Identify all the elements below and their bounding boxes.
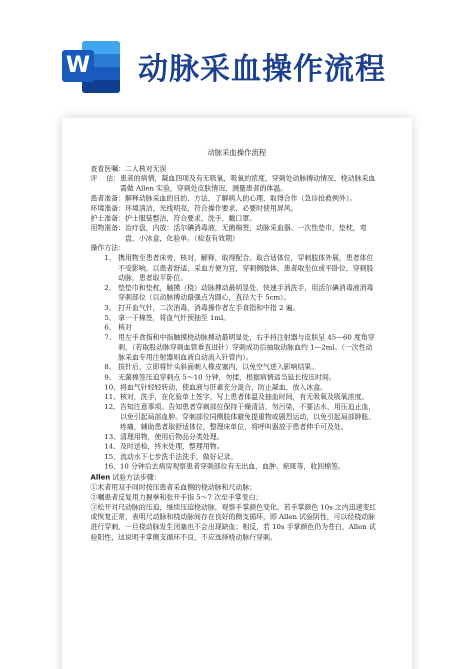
word-document-icon (62, 38, 122, 96)
step-item (104, 323, 378, 333)
step-text: 将血气针轻轻转动，使血液与肝素充分混合，防止凝血，放入冰盒。 (120, 382, 328, 392)
step-text: 拔针后，立即将针头斜面刺入橡皮塞内，以免空气进入影响结果。 (118, 362, 319, 372)
allen-step: ②嘱患者反复用力握拳和张开手指 5～7 次至手掌变白； (90, 492, 263, 502)
intro-label: 用物准备： (90, 223, 126, 233)
allen-heading (91, 473, 379, 483)
intro-section (91, 164, 379, 253)
intro-text: 治疗盘，内放：活尔碘消毒液，无菌棉签，动脉采血器、一次性垫巾，垫枕，弯盘，小冰盒，化验单。（检查有效期） (125, 223, 367, 243)
step-number: 1、 (104, 253, 116, 262)
step-item (104, 432, 378, 442)
intro-text: 二人核对无误 (125, 164, 167, 173)
allen-step: ①术者用双手同时按压患者采血侧的桡动脉和尺动脉； (90, 483, 257, 492)
step-text: 告知注意事项。告知患者穿刺部位保持干燥清洁，勿污染，不要沾水，用压迫止血，以免引起局部血肿。穿刺部位同侧肢体避免提重物或剧烈运动，以免引起局部肿胀、疼痛，辅助患者取舒适体位，整理床单位，将呼叫器放于患者伸手可及处。 (120, 402, 376, 431)
document-title: 动脉采血操作流程 (207, 147, 267, 157)
step-number: 16、 (104, 462, 121, 471)
intro-label: 护士准备： (90, 213, 126, 223)
step-text: 拿一干棉签，将血气针预抽至 1ml。 (118, 313, 231, 322)
step-item (104, 333, 378, 363)
intro-label: 环境准备： (90, 204, 126, 213)
intro-row (91, 223, 379, 243)
step-text: 10 分钟后去病房观察患者穿刺部位有无出血、血肿、瘀斑等，收回棉签。 (120, 462, 345, 471)
step-item (104, 362, 378, 372)
step-number: 7、 (104, 333, 116, 342)
step-text: 垫垫巾和垫枕，触摸（桡）动脉搏动最明显处，快速手消洗手，用活尔碘消毒液消毒穿刺部位（以动脉搏动最强点为圆心，直径大于 5cm）。 (118, 283, 374, 302)
intro-row (91, 164, 379, 174)
step-text: 携用物至患者床旁，核对，解释，取得配合。取合适体位，穿刺肢体外展，患者体位不受影响，以患者舒适，采血方便为宜，穿刺侧肢体，患者取坐位或平卧位，穿刺股动脉，患者取平卧位。 (118, 253, 374, 282)
step-number: 15、 (104, 452, 121, 461)
intro-label: 评 估： (90, 174, 120, 183)
step-number: 10、 (104, 382, 121, 392)
page-title: 动脉采血操作流程 (138, 52, 386, 87)
header-banner (0, 0, 474, 120)
step-item (104, 313, 378, 323)
intro-label: 操作方法： (90, 243, 126, 253)
allen-heading-text: 试验方法步骤： (110, 473, 161, 482)
step-number: 14、 (104, 442, 121, 451)
step-text: 核对 (118, 323, 132, 332)
step-item (104, 283, 378, 303)
intro-row (91, 174, 379, 194)
step-number: 8、 (104, 362, 116, 372)
intro-row (91, 204, 379, 214)
step-text: 用左手食指和中指触摸桡动脉搏动最明显处，右手持注射器与皮肤呈 45—60 度角穿刺，（若取股动脉穿刺血管垂直进针）穿刺成功后抽取动脉血约 1—2ml。（一次性动脉采血专用注射器则血液自动流入针管内）。 (118, 333, 375, 362)
intro-text: 患者的病情，凝血四项及有无吸氧，吸氧的浓度，穿刺处动脉搏动情况，桡动脉采血需做 Allen 实验，穿刺处皮肤情况，测量患者的体温。 (119, 174, 376, 193)
step-item (104, 253, 378, 283)
steps-list (91, 253, 379, 472)
word-icon-letter: W (62, 50, 94, 82)
intro-text: 环境清洁，光线明亮，符合操作要求，必要时使用屏风。 (125, 204, 298, 213)
allen-section (91, 473, 379, 543)
allen-step: ③松开对尺动脉的压迫，继续压迫桡动脉，观察手掌颜色变化。若手掌颜色 10s 之内迅速变红或恢复正常，表明尺动脉和桡动脉间存在良好的侧支循环，即 Allen 试验阴性，可以经桡动脉进行穿刺，一旦桡动脉发生闭塞也不会出现缺血；相反，若 10s 手掌颜色仍为苍白，Allen 试验阳性，这说明手掌侧支循环不良，不应选择桡动脉行穿刺。 (90, 502, 377, 541)
step-text: 无菌棉签压迫穿刺点 5～10 分钟，勿揉，根据病情适当延长按压时间。 (118, 372, 336, 382)
intro-row (91, 243, 379, 253)
step-item (104, 402, 378, 432)
step-number: 3、 (104, 303, 116, 312)
step-item (104, 392, 378, 402)
step-number: 9、 (104, 372, 116, 382)
intro-text: 解释动脉采血的目的、方法，了解病人的心理，取得合作（急诊抢救例外）。 (125, 194, 357, 203)
step-number: 5、 (104, 313, 116, 322)
step-item (104, 442, 378, 452)
intro-row (91, 194, 379, 204)
bottom-fade (62, 638, 412, 669)
allen-lines (91, 483, 379, 543)
document-preview[interactable] (62, 118, 412, 669)
step-number: 12、 (104, 402, 121, 411)
step-number: 6、 (104, 323, 116, 332)
step-text: 流动水下七步洗手法洗手，做好记录。 (120, 452, 238, 461)
step-text: 及时送检，终末处理，整理用物。 (120, 442, 224, 451)
document-page (62, 118, 412, 542)
step-item (104, 382, 378, 392)
step-text: 核对，洗手，在化验单上签字，写上患者体温及抽血时间，有无吸氧及吸氧浓度。 (120, 392, 369, 402)
step-item (104, 303, 378, 313)
intro-row (91, 213, 379, 223)
intro-text (125, 243, 378, 253)
step-number: 11、 (104, 392, 121, 402)
step-number: 13、 (104, 432, 121, 441)
intro-text: 护士服装整洁，符合要求，洗手，戴口罩。 (125, 213, 257, 223)
step-item (104, 372, 378, 382)
step-text: 清理用物，使用后物品分类处理。 (120, 432, 224, 441)
step-item (104, 452, 378, 462)
allen-heading-latin: Allen (90, 473, 111, 482)
intro-label: 查看医嘱： (90, 164, 126, 173)
step-number: 2、 (104, 283, 116, 292)
step-item (104, 462, 378, 472)
intro-label: 患者准备： (90, 194, 126, 203)
document-body (62, 164, 412, 542)
step-text: 打开血气针，二次消毒，消毒操作者左手食指和中指 2 遍。 (118, 303, 300, 312)
